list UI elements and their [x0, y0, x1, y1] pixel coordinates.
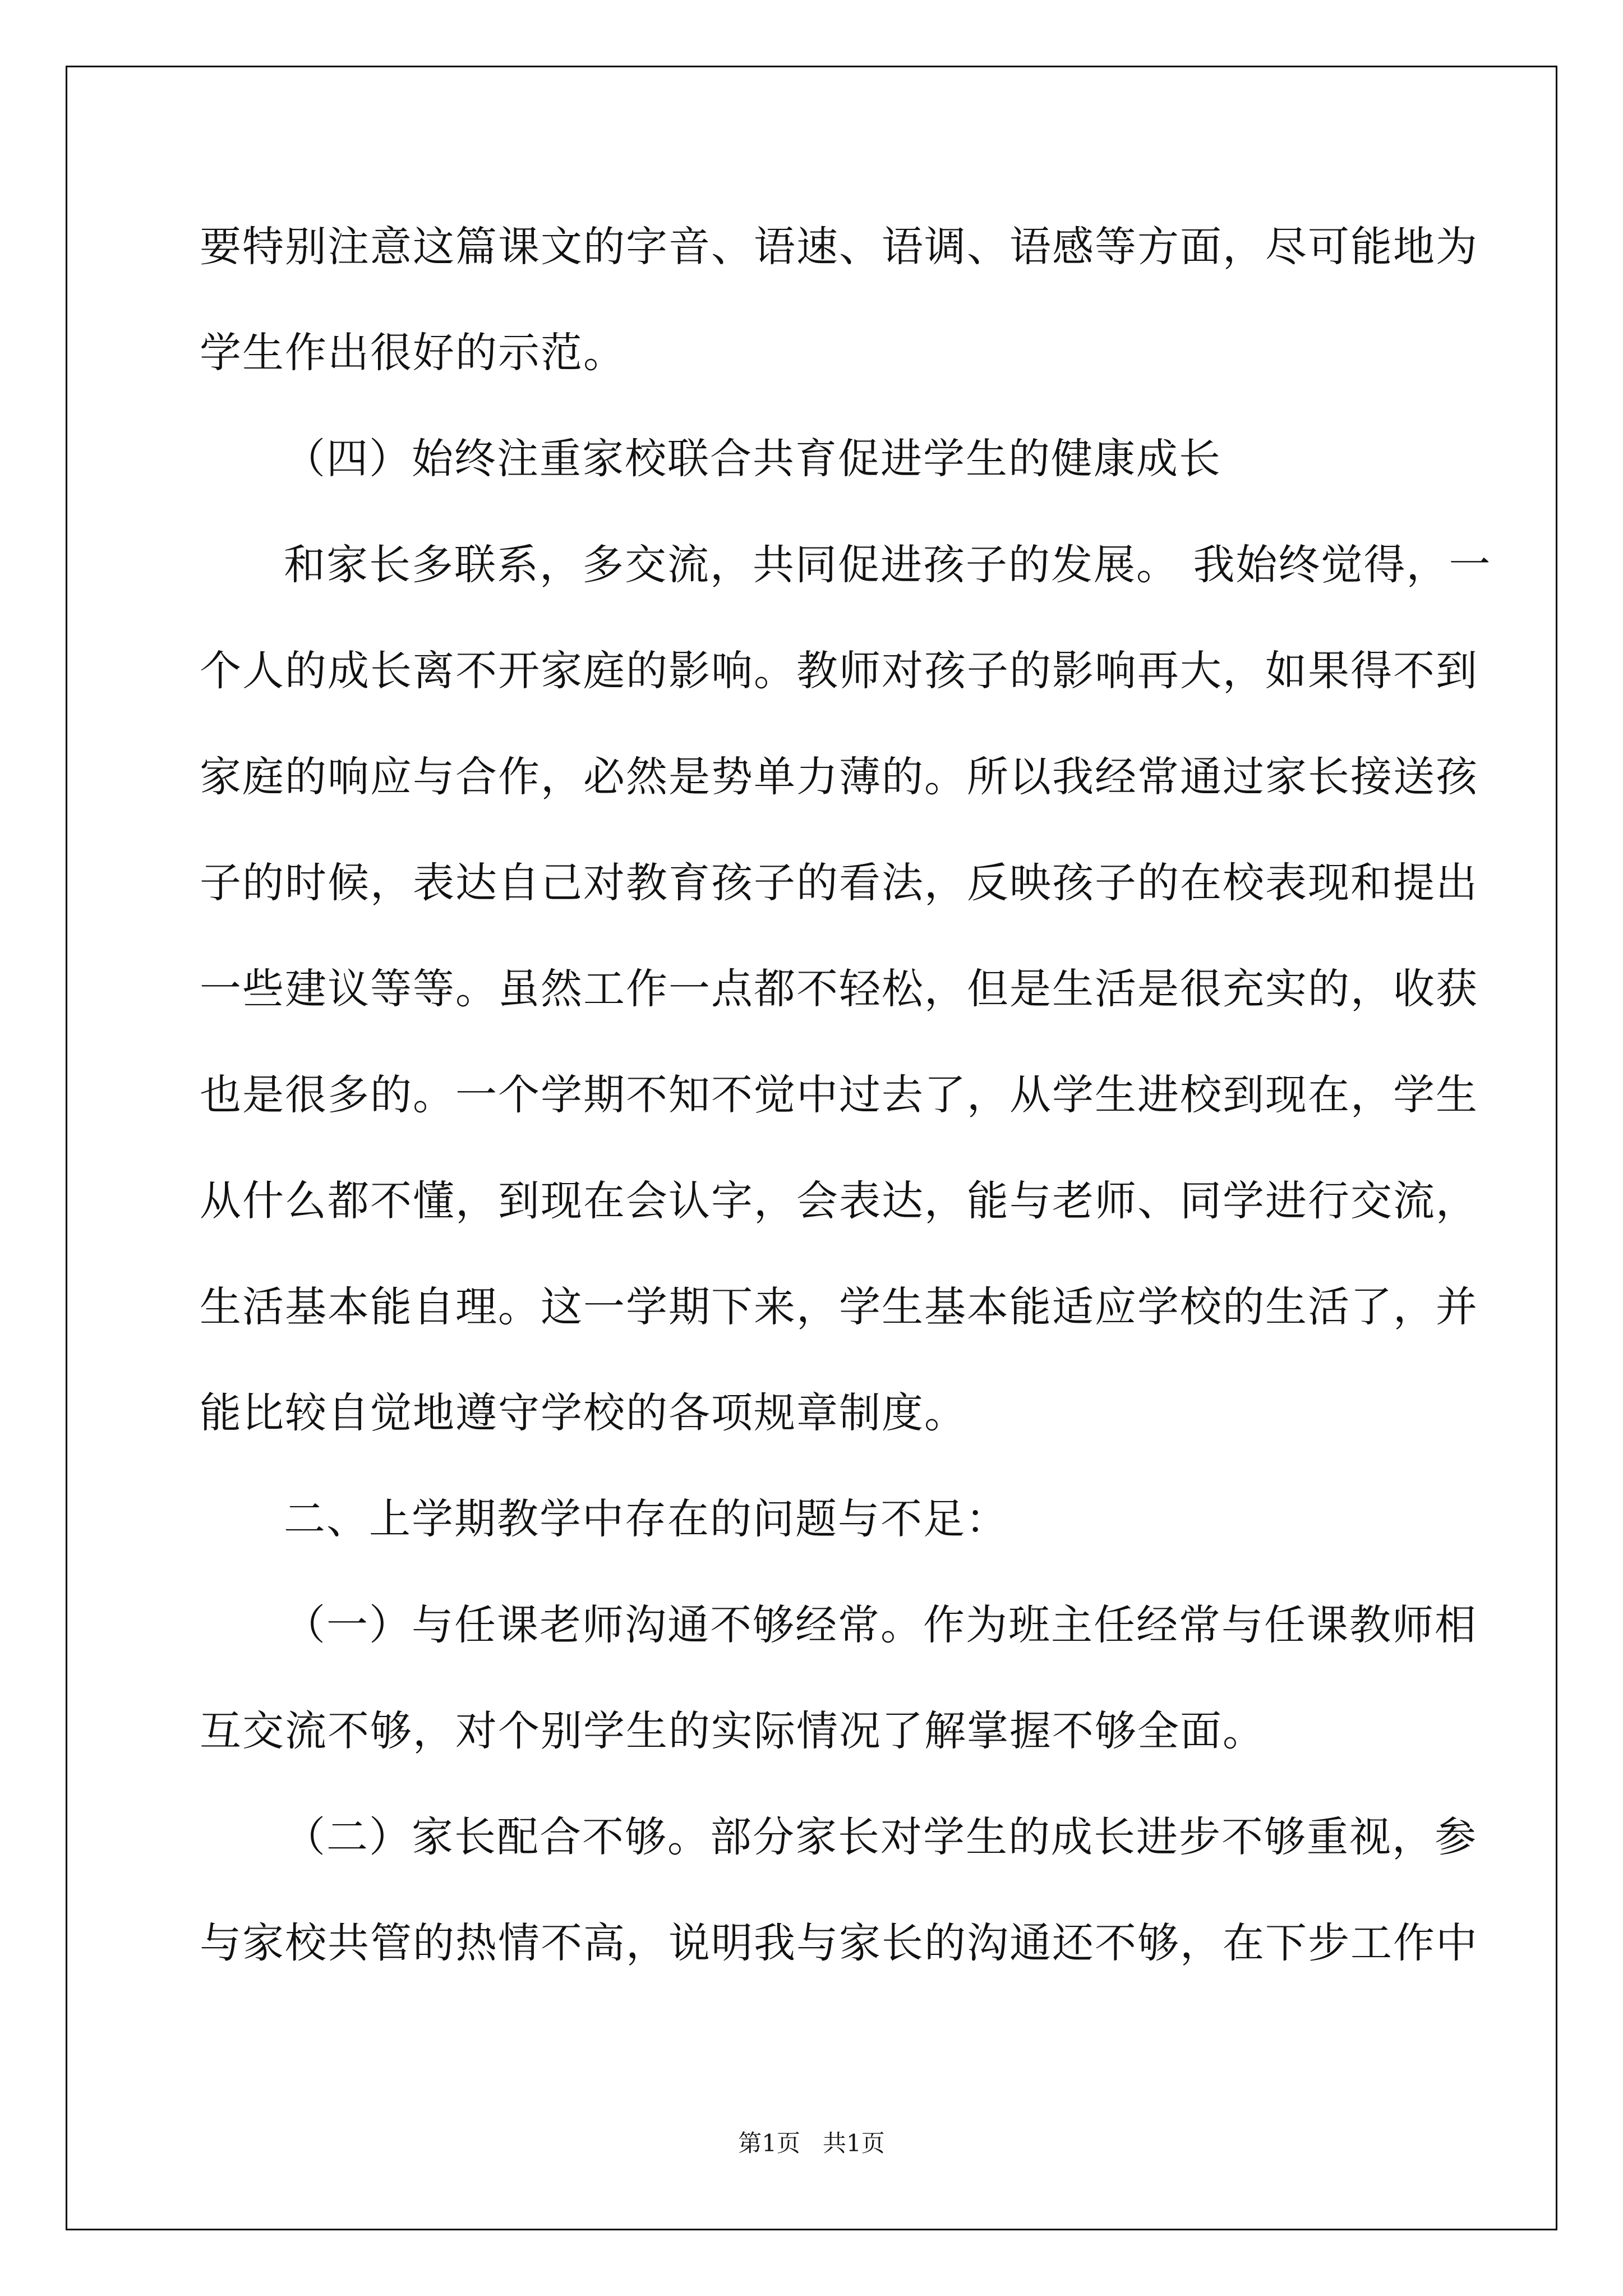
text-line: 子的时候，表达自己对教育孩子的看法，反映孩子的在校表现和提出: [200, 859, 1478, 907]
text-line: 个人的成长离不开家庭的影响。教师对孩子的影响再大，如果得不到: [200, 647, 1478, 695]
section-heading: （四）始终注重家校联合共育促进学生的健康成长: [284, 435, 1221, 483]
text-line: 生活基本能自理。这一学期下来，学生基本能适应学校的生活了，并: [200, 1283, 1478, 1331]
text-line: 也是很多的。一个学期不知不觉中过去了，从学生进校到现在，学生: [200, 1071, 1478, 1119]
section-heading: 二、上学期教学中存在的问题与不足：: [284, 1495, 1008, 1543]
text-line: 家庭的响应与合作，必然是势单力薄的。所以我经常通过家长接送孩: [200, 753, 1478, 801]
text-line: 学生作出很好的示范。: [200, 329, 626, 377]
text-line: 要特别注意这篇课文的字音、语速、语调、语感等方面，尽可能地为: [200, 223, 1478, 271]
document-body: [200, 213, 1492, 2016]
text-line: 从什么都不懂，到现在会认字，会表达，能与老师、同学进行交流，: [200, 1177, 1478, 1225]
text-line: 与家校共管的热情不高，说明我与家长的沟通还不够，在下步工作中: [200, 1919, 1478, 1967]
text-line: 互交流不够，对个别学生的实际情况了解掌握不够全面。: [200, 1707, 1265, 1755]
text-line: 能比较自觉地遵守学校的各项规章制度。: [200, 1389, 967, 1437]
text-line: （一）与任课老师沟通不够经常。作为班主任经常与任课教师相: [284, 1601, 1477, 1649]
page-number: 第1页 共1页: [738, 2129, 885, 2157]
text-line: 和家长多联系，多交流，共同促进孩子的发展。 我始终觉得，一: [284, 541, 1492, 589]
text-line: （二）家长配合不够。部分家长对学生的成长进步不够重视，参: [284, 1813, 1477, 1861]
text-line: 一些建议等等。虽然工作一点都不轻松，但是生活是很充实的，收获: [200, 965, 1478, 1013]
